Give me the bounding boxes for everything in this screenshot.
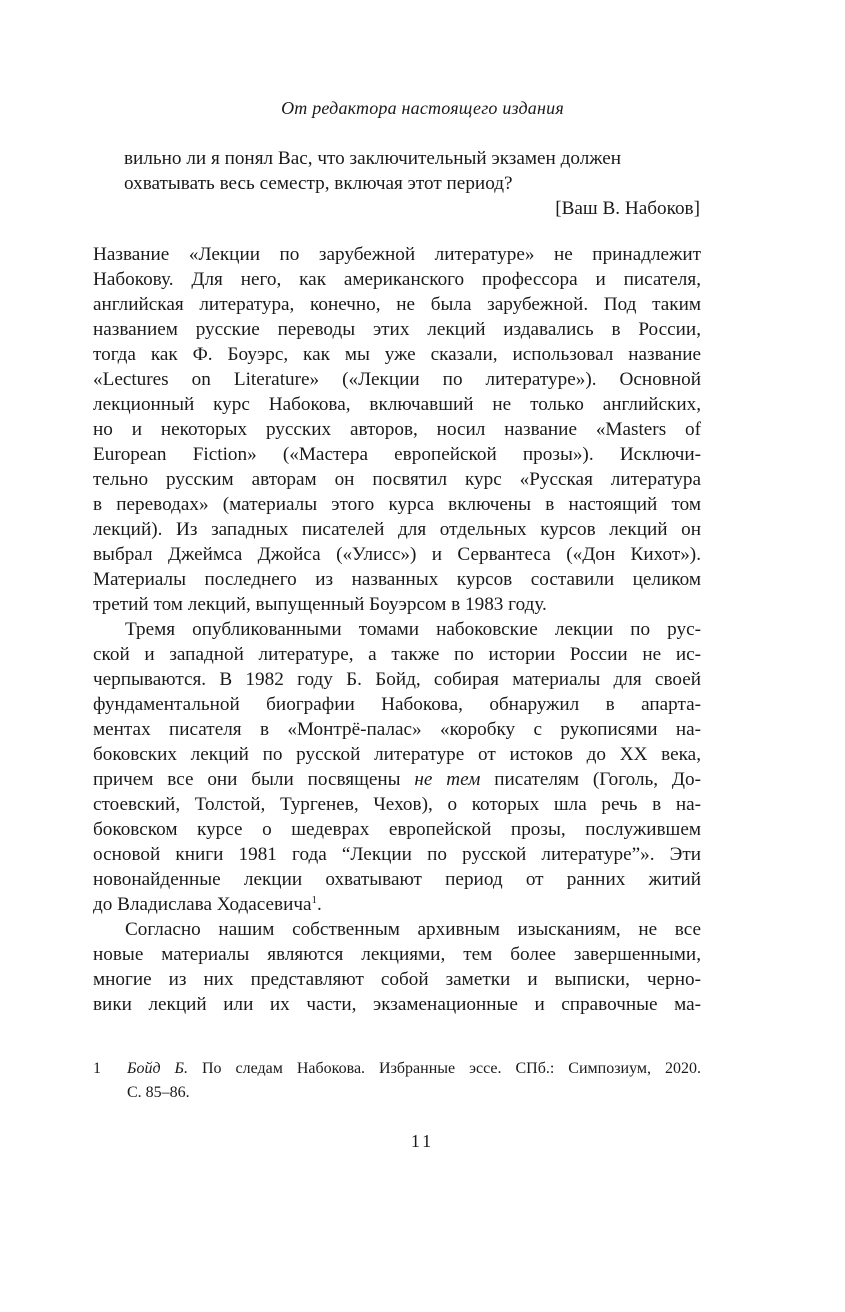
text-line: Материалы последнего из названных курсов составили целиком xyxy=(93,569,701,590)
text-line: тогда как Ф. Боуэрс, как мы уже сказали, использовал название xyxy=(93,344,701,365)
text-line-with-emphasis xyxy=(93,767,701,792)
footnote-author: Бойд Б. xyxy=(127,1060,188,1077)
text-line: фундаментальной биографии Набокова, обнаружил в апарта- xyxy=(93,694,701,715)
emphasis-text: не тем xyxy=(414,769,481,790)
text-line: в переводах» (материалы этого курса включены в настоящий том xyxy=(93,494,701,515)
footnote-continuation: С. 85–86. xyxy=(127,1084,190,1101)
text-line: Набокову. Для него, как американского профессора и писателя, xyxy=(93,269,701,290)
text-line: ментах писателя в «Монтрё-палас» «коробку с рукописями на- xyxy=(93,719,701,740)
text-line: European Fiction» («Мастера европейской прозы»). Исключи- xyxy=(93,444,701,465)
letter-line: вильно ли я понял Вас, что заключительный экзамен должен xyxy=(124,148,622,169)
body-text xyxy=(93,242,701,1017)
text-line: боковском курсе о шедеврах европейской прозы, послужившем xyxy=(93,819,701,840)
text-line xyxy=(93,892,701,917)
running-head: От редактора настоящего издания xyxy=(281,98,564,118)
text-line: Название «Лекции по зарубежной литературе» не принадлежит xyxy=(93,244,701,265)
text-line: названием русские переводы этих лекций издавались в России, xyxy=(93,319,701,340)
text-line: тельно русским авторам он посвятил курс «Русская литература xyxy=(93,469,701,490)
text-line: новонайденные лекции охватывают период от ранних житий xyxy=(93,869,701,890)
text-line: ской и западной литературе, а также по истории России не ис- xyxy=(93,644,701,665)
text-segment: писателям (Гоголь, До- xyxy=(480,769,701,790)
letter-excerpt xyxy=(124,146,700,221)
letter-signature: [Ваш В. Набоков] xyxy=(555,198,700,219)
text-line: стоевский, Толстой, Тургенев, Чехов), о которых шла речь в на- xyxy=(93,794,701,815)
footnote-reference[interactable]: 1 xyxy=(311,894,318,906)
text-line: лекционный курс Набокова, включавший не только английских, xyxy=(93,394,701,415)
footnote-citation: По следам Набокова. Избранные эссе. СПб.: Симпозиум, 2020. xyxy=(187,1060,702,1077)
text-line: лекций). Из западных писателей для отдельных курсов лекций он xyxy=(93,519,701,540)
text-line: новые материалы являются лекциями, тем более завершенными, xyxy=(93,944,701,965)
text-line: многие из них представляют собой заметки и выписки, черно- xyxy=(93,969,701,990)
text-line: Согласно нашим собственным архивным изысканиям, не все xyxy=(125,919,701,940)
text-line: Тремя опубликованными томами набоковские лекции по рус- xyxy=(125,619,701,640)
text-segment: до Владислава Ходасевича xyxy=(93,894,312,915)
text-line: выбрал Джеймса Джойса («Улисс») и Сервантеса («Дон Кихот»). xyxy=(93,544,701,565)
text-line: черпываются. В 1982 году Б. Бойд, собирая материалы для своей xyxy=(93,669,701,690)
text-line: боковских лекций по русской литературе от истоков до XX века, xyxy=(93,744,701,765)
text-line: но и некоторых русских авторов, носил название «Masters of xyxy=(93,419,701,440)
text-line: английская литература, конечно, не была зарубежной. Под таким xyxy=(93,294,701,315)
footnote-number: 1 xyxy=(93,1060,101,1077)
text-line: «Lectures on Literature» («Лекции по литературе»). Основной xyxy=(93,369,701,390)
text-segment: причем все они были посвящены xyxy=(93,769,415,790)
text-line: третий том лекций, выпущенный Боуэрсом в 1983 году. xyxy=(93,594,547,615)
text-line: вики лекций или их части, экзаменационные и справочные ма- xyxy=(93,994,701,1015)
text-segment: . xyxy=(317,894,322,915)
footnote-row xyxy=(93,1057,701,1081)
page-number: 11 xyxy=(410,1131,435,1151)
text-line: основой книги 1981 года “Лекции по русской литературе”». Эти xyxy=(93,844,701,865)
letter-line: охватывать весь семестр, включая этот период? xyxy=(124,173,513,194)
footnote-text xyxy=(127,1057,701,1081)
footnote xyxy=(93,1057,701,1105)
